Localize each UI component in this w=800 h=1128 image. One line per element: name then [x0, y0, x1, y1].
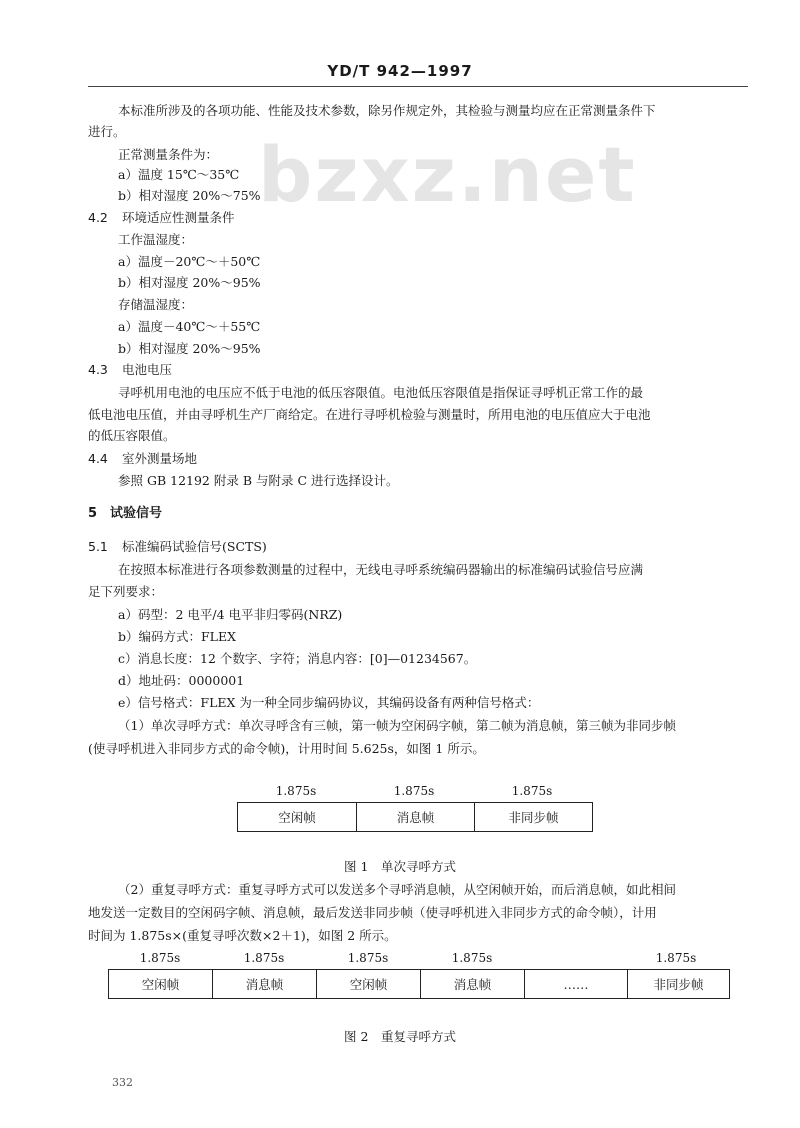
paragraph-line: （2）重复寻呼方式：重复寻呼方式可以发送多个寻呼消息帧，从空闲帧开始，而后消息帧，如此相间 — [118, 882, 676, 897]
section-title: 环境适应性测量条件 — [122, 210, 235, 225]
list-item: a）温度－40℃～＋55℃ — [118, 319, 261, 334]
paragraph-line: 时间为 1.875s×(重复寻呼次数×2＋1)，如图 2 所示。 — [88, 928, 397, 943]
fig1-frame-sequence — [237, 802, 593, 832]
fig2-frame-cell: 空闲帧 — [141, 977, 180, 992]
paragraph-line: 工作温湿度： — [118, 232, 194, 247]
document-header: YD/T 942—1997 — [327, 62, 473, 80]
fig2-frame-cell: 消息帧 — [212, 970, 316, 998]
list-item: c）消息长度：12 个数字、字符；消息内容：[0]—01234567。 — [118, 651, 477, 666]
section-title: 电池电压 — [122, 362, 173, 377]
section-number: 4.2 — [88, 210, 108, 225]
fig1-duration: 1.875s — [393, 784, 435, 798]
fig1-duration: 1.875s — [511, 784, 553, 798]
fig1-frame-cell: 消息帧 — [356, 803, 474, 831]
list-item: d）地址码：0000001 — [118, 673, 245, 688]
header-rule — [88, 86, 748, 87]
paragraph-line: 进行。 — [88, 124, 126, 139]
paragraph-line: 参照 GB 12192 附录 B 与附录 C 进行选择设计。 — [118, 473, 399, 488]
section-number: 4.3 — [88, 362, 108, 377]
fig2-duration: 1.875s — [655, 951, 697, 965]
paragraph-line: 正常测量条件为： — [118, 147, 219, 162]
paragraph-line: (使寻呼机进入非同步方式的命令帧)，计用时间 5.625s，如图 1 所示。 — [88, 741, 485, 756]
fig2-frame-cell: …… — [524, 970, 627, 998]
list-item: b）相对湿度 20%～75% — [118, 188, 261, 203]
fig2-duration: 1.875s — [139, 951, 181, 965]
fig2-duration: 1.875s — [243, 951, 285, 965]
paragraph-line: 的低压容限值。 — [88, 428, 176, 443]
fig1-duration: 1.875s — [275, 784, 317, 798]
paragraph-line: 在按照本标准进行各项参数测量的过程中，无线电寻呼系统编码器输出的标准编码试验信号应满 — [118, 562, 644, 577]
list-item: a）温度 15℃～35℃ — [118, 167, 240, 182]
figure1-caption: 图 1 单次寻呼方式 — [344, 859, 456, 874]
list-item: b）相对湿度 20%～95% — [118, 341, 261, 356]
fig2-frame-cell: 消息帧 — [420, 970, 524, 998]
list-item: b）编码方式：FLEX — [118, 629, 236, 644]
list-item: b）相对湿度 20%～95% — [118, 275, 261, 290]
section-number: 5.1 — [88, 539, 108, 554]
paragraph-line: 存储温湿度： — [118, 297, 194, 312]
paragraph-line: 足下列要求： — [88, 584, 164, 599]
paragraph-line: 低电池电压值，并由寻呼机生产厂商给定。在进行寻呼机检验与测量时，所用电池的电压值应大于电池 — [88, 407, 651, 422]
list-item: e）信号格式：FLEX 为一种全同步编码协议，其编码设备有两种信号格式： — [118, 695, 540, 710]
list-item: a）码型：2 电平/4 电平非归零码(NRZ) — [118, 607, 343, 622]
paragraph-line: 地发送一定数目的空闲码字帧、消息帧，最后发送非同步帧（使寻呼机进入非同步方式的命令帧），计用 — [88, 905, 657, 920]
fig1-frame-cell: 非同步帧 — [474, 803, 592, 831]
fig2-duration: 1.875s — [451, 951, 493, 965]
paragraph-line: 寻呼机用电池的电压应不低于电池的低压容限值。电池低压容限值是指保证寻呼机正常工作的最 — [118, 385, 644, 400]
chapter-heading: 5 试验信号 — [88, 506, 163, 521]
section-title: 标准编码试验信号(SCTS) — [122, 539, 267, 554]
fig2-duration: 1.875s — [347, 951, 389, 965]
fig2-frame-cell: 空闲帧 — [316, 970, 420, 998]
watermark: bzxz.net — [258, 130, 637, 219]
section-title: 室外测量场地 — [122, 451, 198, 466]
fig2-frame-sequence — [108, 969, 730, 999]
fig1-frame-cell: 空闲帧 — [278, 810, 316, 825]
page-number: 332 — [112, 1076, 133, 1089]
section-number: 4.4 — [88, 451, 108, 466]
paragraph-line: （1）单次寻呼方式：单次寻呼含有三帧，第一帧为空闲码字帧，第二帧为消息帧，第三帧为非同步帧 — [118, 718, 676, 733]
list-item: a）温度－20℃～＋50℃ — [118, 254, 261, 269]
paragraph-line: 本标准所涉及的各项功能、性能及技术参数，除另作规定外，其检验与测量均应在正常测量条件下 — [118, 103, 656, 118]
figure2-caption: 图 2 重复寻呼方式 — [344, 1029, 456, 1044]
fig2-frame-cell: 非同步帧 — [627, 970, 729, 998]
